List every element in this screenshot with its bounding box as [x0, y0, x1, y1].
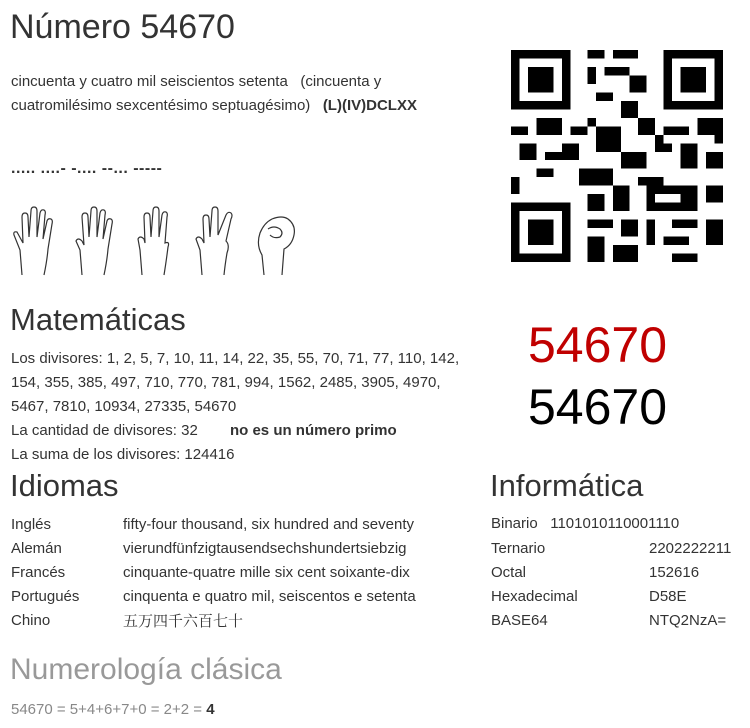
- math-section: [11, 347, 481, 467]
- informatics-value: D58E: [649, 587, 687, 605]
- informatics-row: [491, 536, 731, 560]
- language-row: [11, 584, 416, 608]
- divisor-count-line: [11, 419, 481, 443]
- qr-code: [511, 50, 723, 262]
- numerology-formula: 54670 = 5+4+6+7+0 = 2+2 =: [11, 701, 203, 718]
- language-value: fifty-four thousand, six hundred and seventy: [123, 515, 415, 533]
- hand-6-icon: [130, 205, 180, 277]
- prime-status: no es un número primo: [229, 422, 397, 439]
- hand-4-icon: [70, 205, 120, 277]
- language-name: Francés: [11, 563, 66, 581]
- language-value: vierundfünfzigtausendsechshundertsiebzig: [123, 539, 407, 557]
- divisor-sum: La suma de los divisores: 124416: [11, 446, 235, 463]
- numerology-heading: Numerología clásica: [10, 653, 282, 686]
- roman-numeral: (L)(IV)DCLXX: [322, 97, 417, 114]
- binary-row: [491, 512, 679, 536]
- language-value: 五万四千六百七十: [123, 612, 244, 630]
- sign-language-hands: [10, 205, 300, 277]
- number-description: [11, 70, 481, 118]
- divisors-line: [11, 347, 481, 419]
- language-name: Alemán: [11, 539, 62, 557]
- big-number-black: 54670: [528, 379, 668, 435]
- hand-7-icon: [190, 205, 240, 277]
- informatics-row: [491, 584, 731, 608]
- morse-code: ..... ....- -.... --... -----: [11, 160, 163, 177]
- informatics-table: [491, 536, 731, 632]
- numerology-formula-line: [11, 701, 215, 718]
- informatics-label: Ternario: [491, 539, 546, 557]
- language-row: [11, 608, 416, 632]
- language-row: [11, 536, 416, 560]
- divisor-count: La cantidad de divisores: 32: [11, 422, 198, 439]
- informatics-label: Octal: [491, 563, 527, 581]
- languages-heading: Idiomas: [10, 468, 119, 503]
- language-value: cinquenta e quatro mil, seiscentos e setenta: [123, 587, 416, 605]
- language-row: [11, 560, 416, 584]
- language-row: [11, 512, 416, 536]
- binary-label: Binario: [491, 515, 538, 532]
- informatics-row: [491, 560, 731, 584]
- informatics-label: Hexadecimal: [491, 587, 578, 605]
- informatics-value: 2202222211: [649, 539, 732, 557]
- language-name: Inglés: [11, 515, 52, 533]
- informatics-value: NTQ2NzA=: [649, 611, 727, 629]
- numerology-result: 4: [206, 701, 215, 718]
- hand-0-icon: [250, 205, 300, 277]
- math-heading: Matemáticas: [10, 302, 186, 337]
- language-name: Chino: [11, 611, 51, 629]
- page-title: Número 54670: [10, 8, 235, 46]
- informatics-heading: Informática: [490, 468, 644, 503]
- informatics-row: [491, 608, 731, 632]
- hand-5-icon: [10, 205, 60, 277]
- language-name: Portugués: [11, 587, 80, 605]
- big-number-red: 54670: [528, 317, 668, 373]
- binary-value: 1101010110001110: [550, 515, 680, 532]
- languages-table: [11, 512, 416, 632]
- divisors-list: 1, 2, 5, 7, 10, 11, 14, 22, 35, 55, 70, 71, 77, 110, 142, 154, 355, 385, 497, 710, 770, 781, 994, 1562, 2485, 3905, 4970, 5467, 7810, 10934, 27335, 54670: [11, 350, 460, 415]
- number-words: cincuenta y cuatro mil seiscientos setenta: [11, 73, 288, 90]
- number-ordinal: (cincuenta y cuatromilésimo sexcentésimo septuagésimo): [11, 73, 382, 114]
- language-value: cinquante-quatre mille six cent soixante-dix: [123, 563, 410, 581]
- divisors-label: Los divisores:: [11, 350, 103, 367]
- informatics-value: 152616: [649, 563, 700, 581]
- informatics-label: BASE64: [491, 611, 548, 629]
